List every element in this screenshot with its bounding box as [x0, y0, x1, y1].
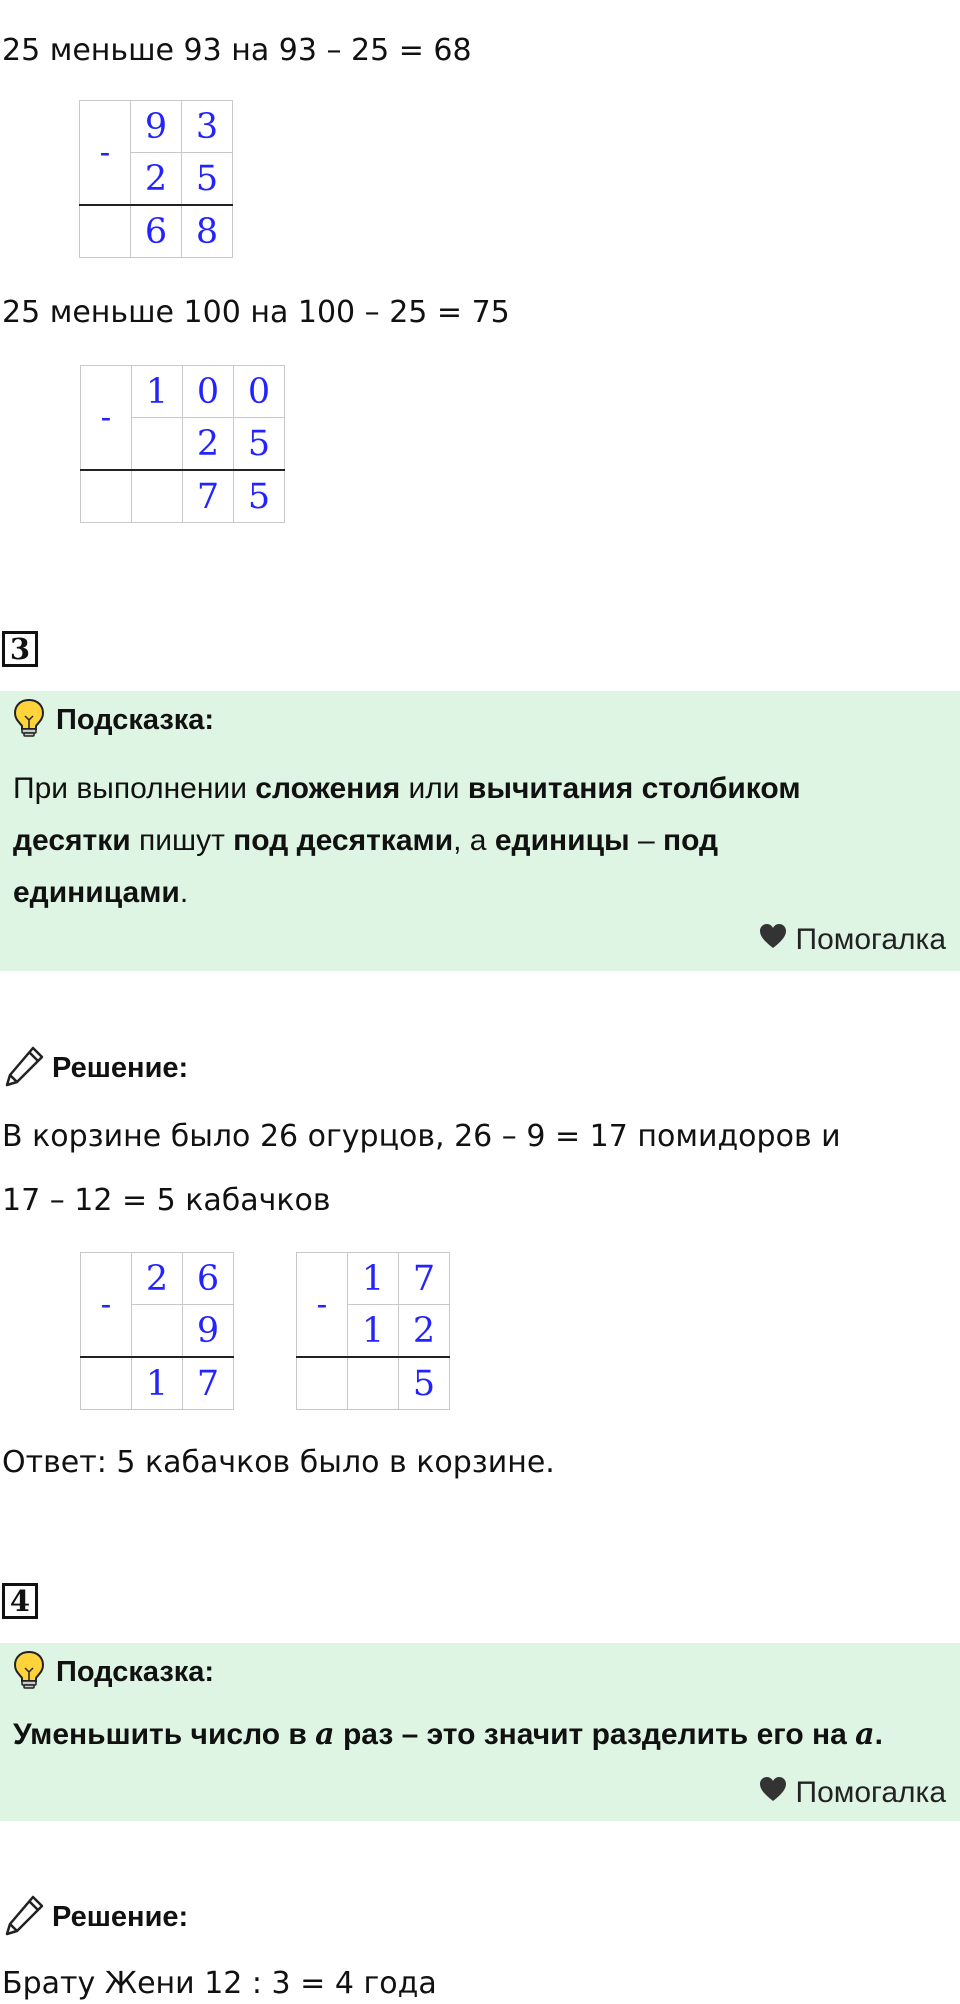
digit: 6	[131, 205, 182, 258]
subtraction-93-25	[79, 100, 233, 258]
digit: 7	[183, 1357, 234, 1410]
heart-icon	[758, 1775, 788, 1811]
digit: 6	[183, 1253, 234, 1305]
empty-cell	[81, 1357, 132, 1410]
text-line-4: 17 – 12 = 5 кабачков	[2, 1183, 331, 1218]
empty-cell	[132, 418, 183, 471]
digit: 2	[183, 418, 234, 471]
hint-text	[13, 1709, 946, 1761]
answer-line: Ответ: 5 кабачков было в корзине.	[2, 1445, 555, 1480]
digit: 2	[399, 1305, 450, 1358]
hint-bold: сложения	[255, 772, 401, 805]
digit: 5	[399, 1357, 450, 1410]
hint-bold: .	[874, 1718, 883, 1751]
digit: 5	[182, 153, 233, 206]
hint-bold: единицами	[13, 876, 180, 909]
empty-cell	[81, 470, 132, 523]
pomogalka-footer[interactable]	[758, 921, 947, 959]
text-line-6: Брату Жени 12 : 3 = 4 года	[2, 1966, 437, 2001]
hint-bold: десятки	[13, 824, 131, 857]
digit: 1	[132, 1357, 183, 1410]
lightbulb-icon	[12, 1650, 46, 1694]
hint-text-part: пишут	[130, 824, 234, 857]
digit: 9	[131, 101, 182, 153]
pencil-icon	[4, 1044, 46, 1092]
digit: 9	[183, 1305, 234, 1358]
digit: 5	[234, 470, 285, 523]
hint-text-part: При выполнении	[13, 772, 256, 805]
empty-cell	[132, 470, 183, 523]
digit: 0	[234, 366, 285, 418]
subtraction-17-12	[296, 1252, 450, 1410]
hint-text	[13, 763, 946, 919]
hint-bold: под десятками	[233, 824, 454, 857]
empty-cell	[348, 1357, 399, 1410]
digit: 2	[132, 1253, 183, 1305]
digit: 1	[348, 1305, 399, 1358]
math-variable: a	[315, 1717, 335, 1752]
hint-title: Подсказка:	[56, 703, 215, 736]
minus-sign: -	[80, 101, 131, 206]
hint-bold: единицы	[494, 824, 630, 857]
task-number-4: 4	[2, 1583, 38, 1619]
hint-box-3	[0, 691, 960, 971]
minus-sign: -	[81, 366, 132, 471]
digit: 2	[131, 153, 182, 206]
pomogalka-footer[interactable]	[758, 1774, 947, 1812]
digit: 7	[399, 1253, 450, 1305]
task-number-3: 3	[2, 631, 38, 667]
subtraction-26-9	[80, 1252, 234, 1410]
digit: 1	[132, 366, 183, 418]
hint-box-4	[0, 1643, 960, 1821]
hint-text-part: или	[400, 772, 468, 805]
solution-title: Решение:	[52, 1900, 189, 1933]
hint-header	[12, 699, 214, 741]
lightbulb-icon	[12, 698, 46, 742]
digit: 1	[348, 1253, 399, 1305]
hint-bold: раз – это значит разделить его на	[334, 1718, 856, 1751]
hint-bold: Уменьшить число в	[13, 1718, 316, 1751]
digit: 3	[182, 101, 233, 153]
empty-cell	[132, 1305, 183, 1358]
hint-text-part: .	[179, 876, 189, 909]
empty-cell	[80, 205, 131, 258]
pencil-icon	[4, 1893, 46, 1941]
hint-bold: под	[663, 824, 719, 857]
text-line-1: 25 меньше 93 на 93 – 25 = 68	[2, 33, 472, 68]
digit: 5	[234, 418, 285, 471]
subtraction-100-25	[80, 365, 285, 523]
footer-label: Помогалка	[795, 1776, 946, 1809]
solution-header-3	[4, 1046, 188, 1090]
hint-text-part: –	[629, 824, 663, 857]
hint-bold: вычитания столбиком	[467, 772, 801, 805]
solution-title: Решение:	[52, 1051, 189, 1084]
hint-title: Подсказка:	[56, 1655, 215, 1688]
digit: 0	[183, 366, 234, 418]
hint-text-part: , а	[453, 824, 495, 857]
empty-cell	[297, 1357, 348, 1410]
digit: 8	[182, 205, 233, 258]
digit: 7	[183, 470, 234, 523]
minus-sign: -	[297, 1253, 348, 1358]
text-line-3: В корзине было 26 огурцов, 26 – 9 = 17 помидоров и	[2, 1119, 841, 1154]
solution-header-4	[4, 1895, 188, 1939]
minus-sign: -	[81, 1253, 132, 1358]
text-line-2: 25 меньше 100 на 100 – 25 = 75	[2, 295, 510, 330]
math-variable: a	[855, 1717, 875, 1752]
hint-header	[12, 1651, 214, 1693]
heart-icon	[758, 922, 788, 958]
footer-label: Помогалка	[795, 923, 946, 956]
